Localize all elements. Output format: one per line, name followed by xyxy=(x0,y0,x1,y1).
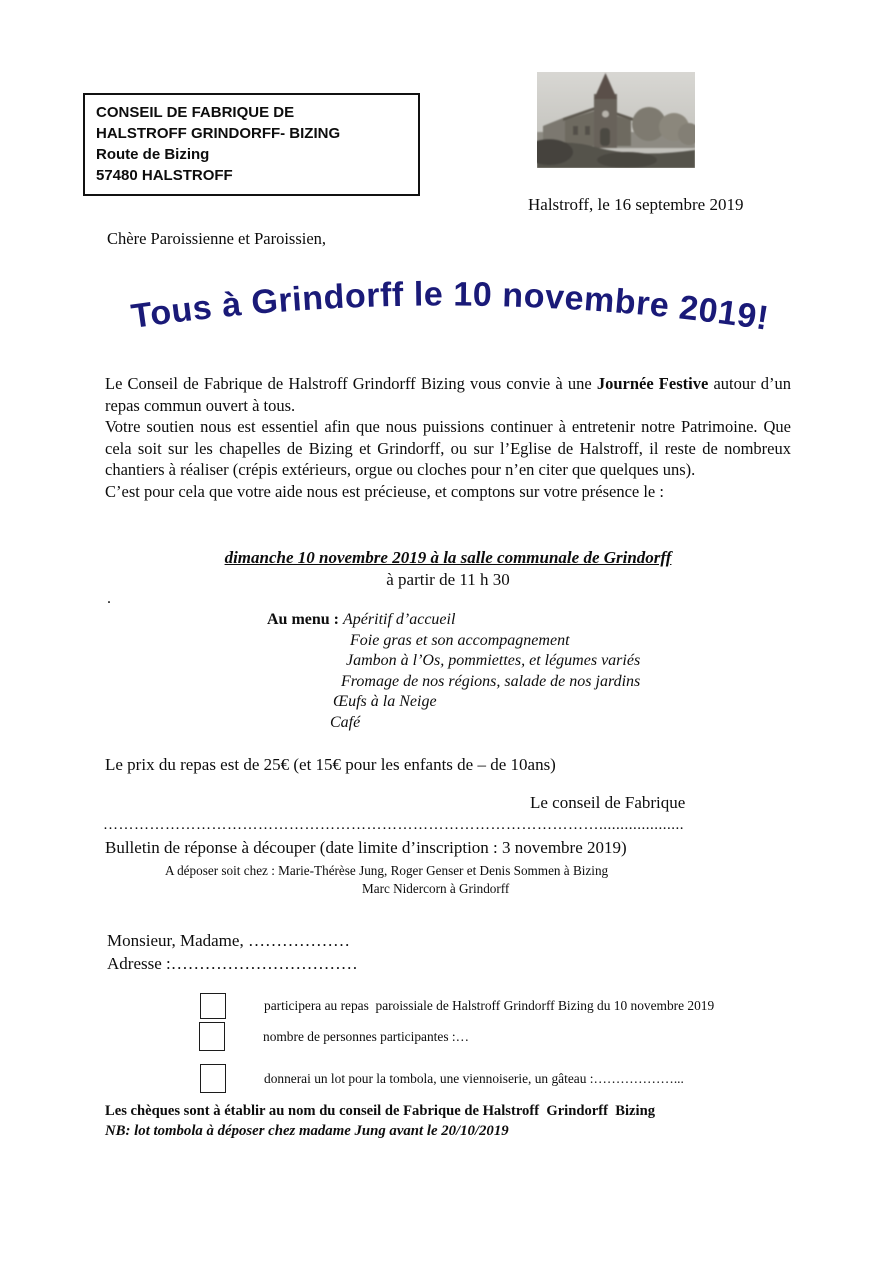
persons-checkbox xyxy=(199,1022,225,1051)
bulletin-title: Bulletin de réponse à découper (date limite d’inscription : 3 novembre 2019) xyxy=(105,838,627,857)
menu-item-foie-gras: Foie gras et son accompagnement xyxy=(350,631,570,649)
para1-after: autour d’un repas commun ouvert à tous. xyxy=(105,374,791,415)
price-line: Le prix du repas est de 25€ (et 15€ pour les enfants de – de 10ans) xyxy=(105,755,556,774)
para1-bold: Journée Festive xyxy=(596,374,709,393)
nb-note: NB: lot tombola à déposer chez madame Jung avant le 20/10/2019 xyxy=(105,1123,509,1139)
menu-item-aperitif: Apéritif d’accueil xyxy=(343,611,456,628)
sender-line-3: Route de Bizing xyxy=(96,146,210,163)
participation-checkbox xyxy=(200,993,226,1019)
cheques-instruction: Les chèques sont à établir au nom du conseil de Fabrique de Halstroff Grindorff Bizing xyxy=(105,1103,655,1119)
address-fill-line: Adresse :…………………………… xyxy=(107,954,358,973)
stray-period: . xyxy=(107,590,111,607)
signature-line: Le conseil de Fabrique xyxy=(530,793,686,812)
tombola-label: donnerai un lot pour la tombola, une viennoiserie, un gâteau :………………... xyxy=(264,1070,684,1086)
cut-dotted-line: …………………………………………………………………………………….................... xyxy=(103,817,684,833)
event-time-line: à partir de 11 h 30 xyxy=(386,570,510,589)
body-paragraph-1 xyxy=(105,373,791,416)
sender-line-4: 57480 HALSTROFF xyxy=(96,167,233,184)
menu-item-jambon: Jambon à l’Os, pommiettes, et légumes variés xyxy=(346,652,641,670)
date-line: Halstroff, le 16 septembre 2019 xyxy=(528,195,744,214)
option-row-participation xyxy=(200,993,714,1019)
name-fill-line: Monsieur, Madame, ……………… xyxy=(107,931,350,950)
body-paragraph-2: Votre soutien nous est essentiel afin que nous puissions continuer à entretenir notre Patrimoine. Que cela soit sur les chapelles de Bizing et Grindorff, ou sur l’Eglise de Halstroff, il reste de nombreux chantiers à réaliser (crépis extérieurs, orgue ou cloches pour n’en citer que quelques uns). xyxy=(105,417,791,480)
menu-block xyxy=(105,610,640,734)
sender-line-1: CONSEIL DE FABRIQUE DE xyxy=(96,104,295,121)
salutation: Chère Paroissienne et Paroissien, xyxy=(107,229,327,248)
sender-line-2: HALSTROFF GRINDORFF- BIZING xyxy=(96,125,341,142)
menu-item-fromage: Fromage de nos régions, salade de nos jardins xyxy=(341,672,641,690)
headline-wordart xyxy=(95,255,805,350)
body-text xyxy=(105,373,791,503)
participation-label: participera au repas paroissiale de Halstroff Grindorff Bizing du 10 novembre 2019 xyxy=(264,998,715,1013)
para1-before: Le Conseil de Fabrique de Halstroff Grindorff Bizing vous convie à une xyxy=(105,374,597,393)
svg-text:Tous à Grindorff le 10 novembr xyxy=(129,275,771,337)
menu-first-line xyxy=(267,610,640,631)
event-block xyxy=(105,547,791,591)
headline-text: Tous à Grindorff le 10 novembre 2019! xyxy=(128,275,772,338)
church-photo xyxy=(537,72,695,168)
option-row-tombola xyxy=(200,1064,684,1093)
persons-label: nombre de personnes participantes :… xyxy=(263,1028,470,1044)
menu-item-cafe: Café xyxy=(330,713,361,731)
menu-item-oeufs: Œufs à la Neige xyxy=(333,693,437,711)
tombola-checkbox xyxy=(200,1064,226,1093)
deposit-line-2: Marc Nidercorn à Grindorff xyxy=(362,881,510,896)
deposit-line-1: A déposer soit chez : Marie-Thérèse Jung, Roger Genser et Denis Sommen à Bizing xyxy=(165,863,609,878)
event-venue-line: dimanche 10 novembre 2019 à la salle communale de Grindorff xyxy=(224,548,672,567)
body-paragraph-3: C’est pour cela que votre aide nous est précieuse, et comptons sur votre présence le : xyxy=(105,481,664,501)
sender-address-box xyxy=(83,93,420,196)
menu-label: Au menu : xyxy=(267,611,340,628)
church-photo-image xyxy=(537,72,695,168)
option-row-persons xyxy=(199,1022,469,1051)
